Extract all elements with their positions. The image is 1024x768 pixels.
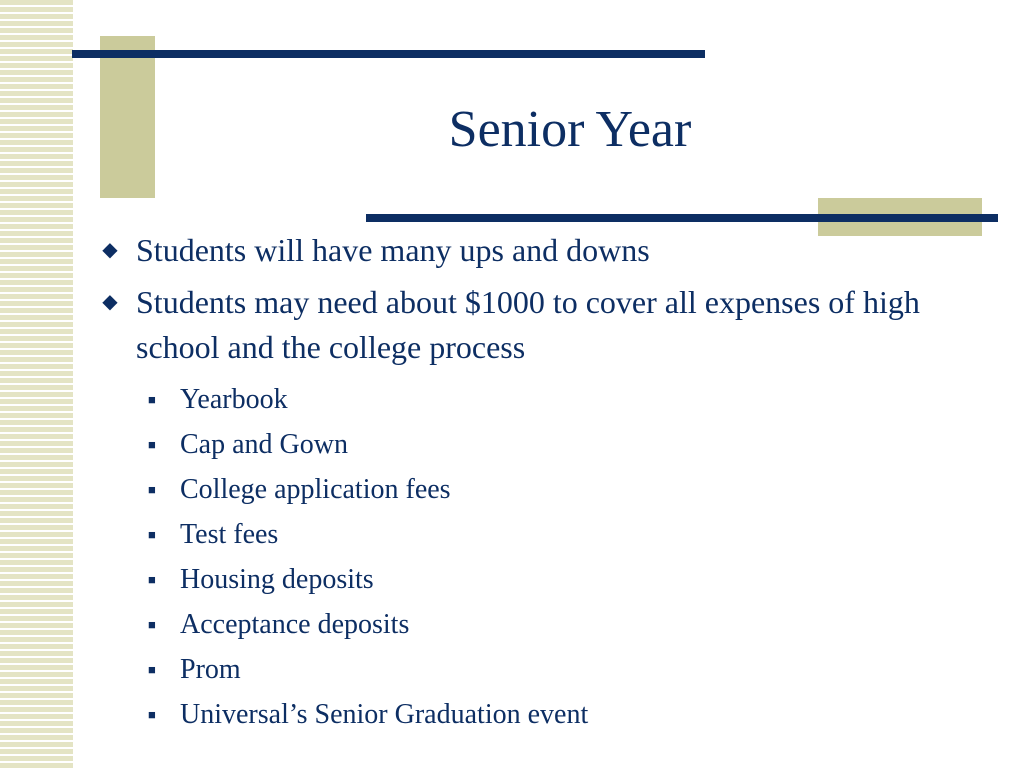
sub-bullet-item <box>98 647 998 692</box>
bullet-item <box>98 280 926 370</box>
square-bullet-icon: ■ <box>148 572 156 587</box>
sub-bullet-text: Prom <box>180 654 241 685</box>
accent-block-left <box>100 36 155 198</box>
sub-bullet-item <box>98 692 998 737</box>
square-bullet-icon: ■ <box>148 707 156 722</box>
title-rule-bottom <box>366 214 998 222</box>
sub-bullet-text: Test fees <box>180 519 279 550</box>
bullet-item <box>98 228 926 273</box>
square-bullet-icon: ■ <box>148 662 156 677</box>
sub-bullet-item <box>98 422 998 467</box>
bullet-text: Students will have many ups and downs <box>136 232 650 268</box>
bullet-text: Students may need about $1000 to cover all expenses of high school and the college process <box>136 284 920 365</box>
sub-bullet-text: Acceptance deposits <box>180 609 410 640</box>
sub-bullet-text: Yearbook <box>180 384 288 415</box>
square-bullet-icon: ■ <box>148 617 156 632</box>
sub-bullet-item <box>98 602 998 647</box>
slide-body <box>98 228 998 737</box>
decorative-stripes <box>0 0 73 768</box>
sub-bullet-item <box>98 377 998 422</box>
slide-title: Senior Year <box>448 101 692 158</box>
square-bullet-icon: ■ <box>148 437 156 452</box>
square-bullet-icon: ■ <box>148 482 156 497</box>
title-rule-top <box>72 50 705 58</box>
diamond-bullet-icon: ◆ <box>102 239 118 261</box>
sub-bullet-text: Cap and Gown <box>180 429 348 460</box>
square-bullet-icon: ■ <box>148 392 156 407</box>
square-bullet-icon: ■ <box>148 527 156 542</box>
sub-bullet-text: College application fees <box>180 474 451 505</box>
sub-bullet-item <box>98 467 998 512</box>
sub-bullet-text: Universal’s Senior Graduation event <box>180 699 589 730</box>
sub-bullet-item <box>98 557 998 602</box>
sub-bullet-text: Housing deposits <box>180 564 374 595</box>
sub-bullet-item <box>98 512 998 557</box>
diamond-bullet-icon: ◆ <box>102 291 118 313</box>
